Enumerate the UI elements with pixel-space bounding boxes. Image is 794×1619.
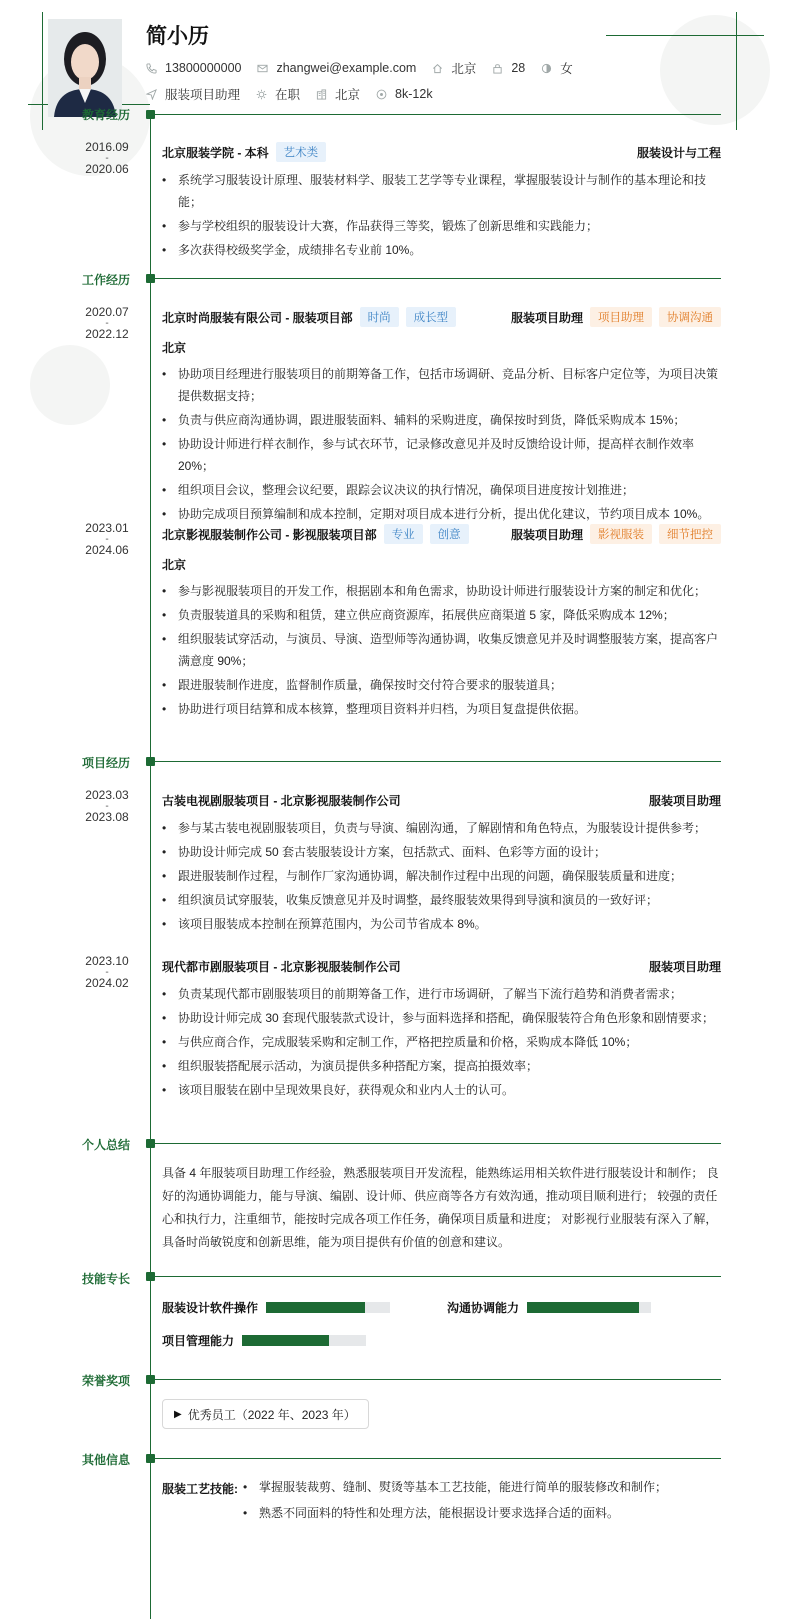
list-item: • 该项目服装在剧中呈现效果良好，获得观众和业内人士的认可。 (162, 1079, 721, 1101)
section-marker (146, 1375, 155, 1384)
position-text: 服装项目助理 (165, 88, 241, 102)
section-marker (146, 274, 155, 283)
tag: 创意 (430, 524, 469, 544)
job-role: 服装项目助理 (510, 310, 583, 325)
list-item: • 协助项目经理进行服装项目的前期筹备工作，包括市场调研、竞品分析、目标客户定位等，为项目决策提供数据支持； (162, 363, 721, 407)
contact-row (146, 59, 589, 77)
award-item[interactable] (162, 1399, 369, 1429)
tag: 时尚 (360, 307, 399, 327)
project-entry-header (162, 790, 721, 810)
list-item: • 负责与供应商沟通协调，跟进服装面料、辅料的采购进度，确保按时到货，降低采购成本 15%； (162, 409, 721, 431)
date-range: 2023.03 - 2023.08 (85, 788, 129, 824)
school-name: 北京服装学院 - 本科 (162, 145, 269, 160)
tag: 专业 (384, 524, 423, 544)
skill-item (447, 1299, 651, 1316)
candidate-name: 简小历 (146, 25, 209, 48)
location-info (432, 59, 476, 77)
project-role: 服装项目助理 (648, 959, 721, 974)
location-text: 北京 (451, 62, 477, 76)
list-item: • 组织服装搭配展示活动，为演员提供多种搭配方案，提高拍摄效率； (162, 1055, 721, 1077)
list-item: • 跟进服装制作进度，监督制作质量，确保按时交付符合要求的服装道具； (162, 674, 721, 696)
list-item: • 负责某现代都市剧服装项目的前期筹备工作，进行市场调研，了解当下流行趋势和消费者需求； (162, 983, 721, 1005)
section-title-awards: 荣誉奖项 (82, 1374, 131, 1388)
decorative-circle (660, 15, 770, 125)
list-item: • 参与学校组织的服装设计大赛，作品获得三等奖，锻炼了创新思维和实践能力； (162, 215, 721, 237)
award-text: 优秀员工（2022 年、2023 年） (187, 1407, 356, 1422)
salary-icon (376, 89, 387, 100)
list-item: • 组织演员试穿服装，收集反馈意见并及时调整，最终服装效果得到导演和演员的一致好评； (162, 889, 721, 911)
phone-icon (146, 63, 157, 74)
work-city: 北京 (162, 558, 187, 572)
avatar (48, 19, 122, 117)
company-name: 北京时尚服装有限公司 - 服装项目部 (162, 310, 353, 325)
phone-number: 13800000000 (165, 61, 242, 75)
list-item: • 与供应商合作，完成服装采购和定制工作，严格把控质量和价格，采购成本降低 10%； (162, 1031, 721, 1053)
list-item: • 组织服装试穿活动，与演员、导演、造型师等沟通协调，收集反馈意见并及时调整服装方案，提高客户满意度 90%； (162, 628, 721, 672)
age-text: 28 (511, 61, 526, 75)
role-tag: 细节把控 (659, 524, 721, 544)
skill-name: 服装设计软件操作 (162, 1301, 259, 1315)
other-info-label: 服装工艺技能: (162, 1482, 238, 1496)
role-tag: 影视服装 (590, 524, 652, 544)
skill-bar (527, 1302, 651, 1313)
section-divider (155, 1276, 721, 1277)
section-marker (146, 1454, 155, 1463)
phone-info (146, 61, 241, 75)
caret-right-icon: ▶ (174, 1408, 182, 1420)
project-bullets (162, 817, 721, 937)
company-name: 北京影视服装制作公司 - 影视服装项目部 (162, 527, 377, 542)
section-title-projects: 项目经历 (82, 756, 131, 770)
section-marker (146, 1139, 155, 1148)
section-marker (146, 110, 155, 119)
decorative-circle (30, 345, 110, 425)
building-icon (316, 89, 327, 100)
work-entry-header (162, 524, 721, 544)
section-title-other: 其他信息 (82, 1453, 131, 1467)
project-title: 现代都市剧服装项目 - 北京影视服装制作公司 (162, 959, 401, 974)
skill-item (162, 1332, 366, 1349)
position-info (146, 85, 240, 103)
education-bullets (162, 169, 721, 263)
tag: 成长型 (406, 307, 457, 327)
decorative-line (42, 12, 43, 130)
list-item: • 参与影视服装项目的开发工作，根据剧本和角色需求，协助设计师进行服装设计方案的制定和优化； (162, 580, 721, 602)
work-city: 北京 (162, 341, 187, 355)
status-info (256, 85, 300, 103)
list-item: • 协助设计师完成 30 套现代服装款式设计，参与面料选择和搭配，确保服装符合角色形象和剧情要求； (162, 1007, 721, 1029)
skill-name: 沟通协调能力 (447, 1301, 520, 1315)
section-divider (155, 1458, 721, 1459)
list-item: • 掌握服装裁剪、缝制、熨烫等基本工艺技能，能进行简单的服装修改和制作； (243, 1476, 721, 1498)
skill-bar-fill (527, 1302, 639, 1313)
list-item: • 系统学习服装设计原理、服装材料学、服装工艺学等专业课程，掌握服装设计与制作的基本理论和技能； (162, 169, 721, 213)
work-entry-header (162, 307, 721, 327)
decorative-line (736, 12, 737, 130)
home-icon (432, 63, 443, 74)
tag: 艺术类 (276, 142, 327, 162)
summary-text: 具备 4 年服装项目助理工作经验，熟悉服装项目开发流程，能熟练运用相关软件进行服装设计和制作； 良好的沟通协调能力，能与导演、编剧、设计师、供应商等各方有效沟通，推动项目顺利进行； 较强的责任心和执行力，注重细节，能按时完成各项工作任务，确保项目质量和进度； 对影视行业服装有深入了解，具备时尚敏锐度和创新思维，能为项目提供有价值的创意和建议。 (162, 1166, 719, 1249)
email-address: zhangwei@example.com (276, 61, 417, 75)
skill-name: 项目管理能力 (162, 1334, 235, 1348)
list-item: • 负责服装道具的采购和租赁，建立供应商资源库，拓展供应商渠道 5 家，降低采购成本 12%； (162, 604, 721, 626)
section-marker (146, 757, 155, 766)
work-bullets (162, 580, 721, 722)
age-icon (492, 63, 503, 74)
section-divider (155, 278, 721, 279)
major-name: 服装设计与工程 (636, 145, 721, 160)
status-icon (256, 89, 267, 100)
list-item: • 多次获得校级奖学金，成绩排名专业前 10%。 (162, 239, 721, 261)
role-tag: 项目助理 (590, 307, 652, 327)
section-title-summary: 个人总结 (82, 1138, 131, 1152)
city-text: 北京 (335, 88, 361, 102)
skill-bar (242, 1335, 366, 1346)
decorative-line (606, 35, 764, 36)
timeline-line (150, 112, 151, 1619)
date-range: 2023.01 - 2024.06 (85, 521, 129, 557)
section-divider (155, 114, 721, 115)
list-item: • 该项目服装成本控制在预算范围内，为公司节省成本 8%。 (162, 913, 721, 935)
project-bullets (162, 983, 721, 1103)
list-item: • 参与某古装电视剧服装项目，负责与导演、编剧沟通，了解剧情和角色特点，为服装设计提供参考； (162, 817, 721, 839)
project-title: 古装电视剧服装项目 - 北京影视服装制作公司 (162, 793, 401, 808)
status-text: 在职 (275, 88, 301, 102)
salary-text: 8k-12k (395, 87, 433, 101)
gender-icon (541, 63, 552, 74)
other-info-list (243, 1476, 721, 1528)
list-item: • 熟悉不同面料的特性和处理方法，能根据设计要求选择合适的面料。 (243, 1502, 721, 1524)
position-icon (146, 89, 157, 100)
project-role: 服装项目助理 (648, 793, 721, 808)
gender-info (541, 59, 573, 77)
section-title-work: 工作经历 (82, 273, 131, 287)
gender-text: 女 (560, 62, 573, 76)
list-item: • 协助进行项目结算和成本核算，整理项目资料并归档，为项目复盘提供依据。 (162, 698, 721, 720)
section-divider (155, 1379, 721, 1380)
list-item: • 协助设计师完成 50 套古装服装设计方案，包括款式、面料、色彩等方面的设计； (162, 841, 721, 863)
email-info (257, 61, 416, 75)
section-marker (146, 1272, 155, 1281)
project-entry-header (162, 956, 721, 976)
section-divider (155, 761, 721, 762)
skill-bar (266, 1302, 390, 1313)
list-item: • 跟进服装制作过程，与制作厂家沟通协调，解决制作过程中出现的问题，确保服装质量和进度； (162, 865, 721, 887)
skill-item (162, 1299, 390, 1316)
section-title-skills: 技能专长 (82, 1272, 131, 1286)
salary-info (376, 87, 433, 101)
job-row (146, 85, 449, 103)
list-item: • 协助完成项目预算编制和成本控制，定期对项目成本进行分析，提出优化建议，节约项目成本 10%。 (162, 503, 721, 525)
date-range: 2020.07 - 2022.12 (85, 305, 129, 341)
section-title-education: 教育经历 (82, 108, 131, 122)
job-role: 服装项目助理 (510, 527, 583, 542)
age-info (492, 61, 525, 75)
date-range: 2023.10 - 2024.02 (85, 954, 129, 990)
mail-icon (257, 63, 268, 74)
skill-bar-fill (266, 1302, 365, 1313)
work-bullets (162, 363, 721, 527)
role-tag: 协调沟通 (659, 307, 721, 327)
education-entry-header (162, 142, 721, 162)
list-item: • 组织项目会议，整理会议纪要，跟踪会议决议的执行情况，确保项目进度按计划推进； (162, 479, 721, 501)
city-info (316, 85, 360, 103)
list-item: • 协助设计师进行样衣制作，参与试衣环节，记录修改意见并及时反馈给设计师，提高样衣制作效率 20%； (162, 433, 721, 477)
date-range: 2016.09 - 2020.06 (85, 140, 129, 176)
section-divider (155, 1143, 721, 1144)
skill-bar-fill (242, 1335, 329, 1346)
